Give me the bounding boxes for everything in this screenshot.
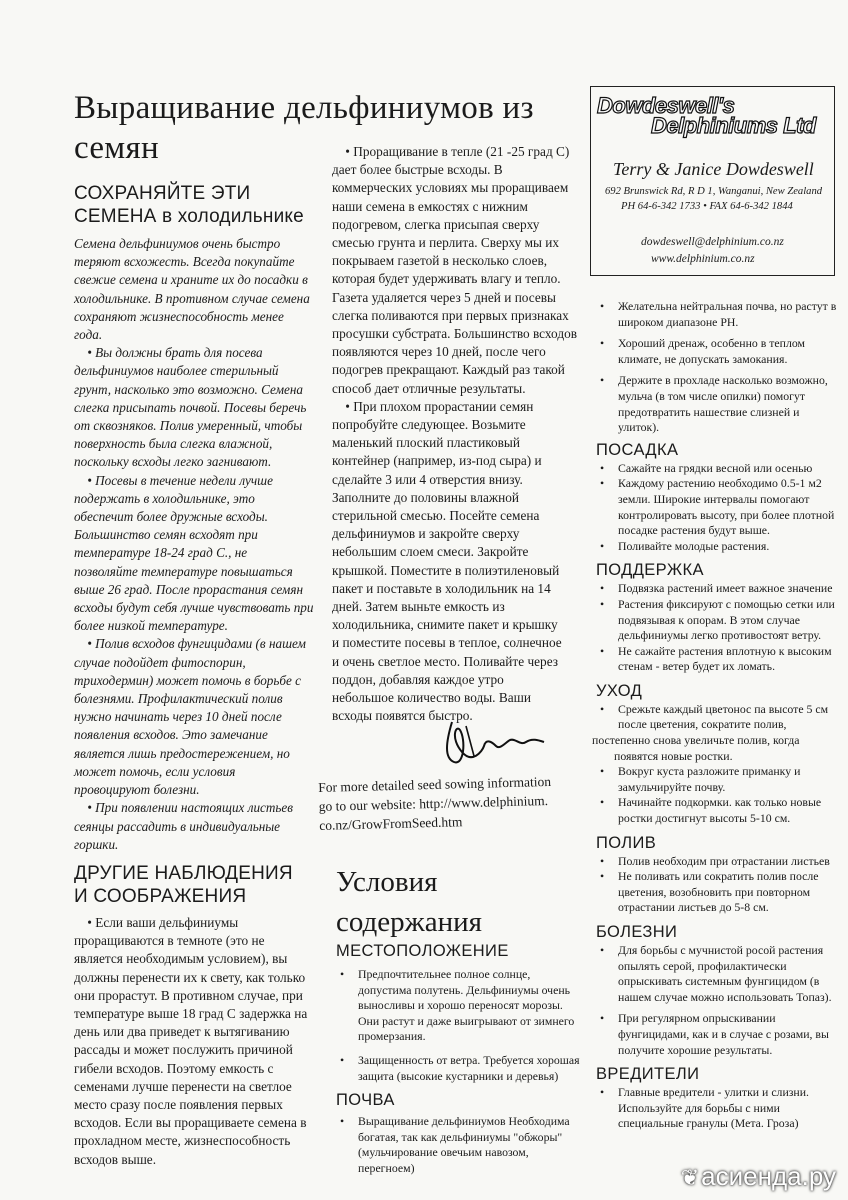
soil-list <box>336 1114 581 1176</box>
left-paragraphs <box>74 235 314 854</box>
card-phone: PH 64-6-342 1733 • FAX 64-6-342 1844 <box>621 201 793 212</box>
list-item: • Держите в прохладе насколько возможно, мульча (в том числе опилки) помогут предотвратить нашествие слизней и улиток). <box>596 373 839 435</box>
signature <box>438 712 548 772</box>
soil-continued-list <box>596 299 839 436</box>
planting-list <box>596 461 839 555</box>
list-item: • Не сажайте растения вплотную к высоким стенам - ветер будет их ломать. <box>596 644 839 675</box>
list-item: • Вокруг куста разложите приманку и замульчируйте почву. <box>596 764 839 795</box>
other-paragraphs <box>74 914 309 1169</box>
pests-list <box>596 1085 839 1132</box>
location-section <box>336 941 581 1177</box>
watermark-text: асиенда.ру <box>701 1161 836 1191</box>
heading-planting: ПОСАДКА <box>596 440 679 459</box>
list-item: • Подвязка растений имеет важное значение <box>596 581 839 597</box>
watermark-logo <box>681 1161 836 1192</box>
list-item: • Главные вредители - улитки и слизни. Используйте для борьбы с ними специальные гранулы (Мета. Гроза) <box>596 1085 839 1132</box>
list-item: • При регулярном опрыскивании фунгицидами, как и в случае с розами, вы получите хорошие результаты. <box>596 1011 839 1058</box>
list-item: • Выращивание дельфиниумов Необходима богатая, так как дельфиниумы "обжоры" (мульчирование овечьим навозом, перегноем) <box>336 1114 581 1176</box>
location-list <box>336 967 581 1084</box>
card-website: www.delphinium.co.nz <box>651 253 755 265</box>
heading-watering: ПОЛИВ <box>596 833 657 852</box>
more-info-text: For more detailed seed sowing information go to our website: http://www.delphinium. co.nz/GrowFromSeed.htm <box>318 773 552 833</box>
care-continued: постепенно снова увеличьте полив, когда появятся новые ростки. <box>592 733 800 763</box>
heading-support: ПОДДЕРЖКА <box>596 561 704 580</box>
middle-column <box>332 143 577 726</box>
watering-list <box>596 854 839 916</box>
paragraph: • Вы должны брать для посева дельфиниумов наиболее стерильный грунт, насколько это возможно. Семена слегка присыпать почвой. Посевы беречь от сквозняков. Полив умеренный, чтобы поверхность была слегка влажной, поскольку всходы легко загнивают. <box>74 345 307 470</box>
list-item: • Не поливать или сократить полив после цветения, возобновить при повторном отрастании листьев до 5-8 см. <box>596 869 839 916</box>
heading-soil: ПОЧВА <box>336 1091 395 1110</box>
heading-pests: ВРЕДИТЕЛИ <box>596 1065 700 1084</box>
list-item: • Полив необходим при отрастании листьев <box>596 854 839 870</box>
paragraph: • Посевы в течение недели лучше подержать в холодильнике, это обеспечит более дружные всходы. Большинство семян всходят при температуре 18-24 град С., не позволяйте температуре повышаться выше 26 град. После прорастания семян всходы будут себя лучше чувствовать при более низкой температуре. <box>74 472 314 634</box>
right-column <box>592 299 839 1132</box>
paragraph: • Полив всходов фунгицидами (в нашем случае подойдет фитоспорин, триходермин) может помочь в борьбе с болезнями. Профилактический полив нужно начинать через 10 дней после появления всходов. Это замечание является лишь предостережением, но может помочь, если условия провоцируют болезни. <box>74 636 306 798</box>
heading-care: УХОД <box>596 681 643 700</box>
care-list-2 <box>596 764 839 826</box>
paragraph: • Если ваши дельфиниумы проращиваются в темноте (это не является необходимым условием), вы должны перенести их к свету, как только они прорастут. В противном случае, при температуре выше 18 град С задержка на день или два приведет к вытягиванию рассады и может послужить причиной гибели всходов. Поэтому емкость с семенами лучше перенести на светлое место сразу после появления первых всходов. Если вы проращиваете семена в прохладном месте, жизнеспособность всходов выше. <box>74 915 308 1167</box>
list-item: • Хороший дренаж, особенно в теплом климате, не допускать замокания. <box>596 336 839 367</box>
list-item: • Срежьте каждый цветонос па высоте 5 см после цветения, сократите полив, <box>596 702 839 733</box>
list-item: • Желательна нейтральная почва, но растут в широком диапазоне PH. <box>596 299 839 330</box>
paragraph: Семена дельфиниумов очень быстро теряют всхожесть. Всегда покупайте свежие семена и храните их до посадки в холодильнике. В противном случае семена сохраняют жизнеспособность менее года. <box>74 236 310 343</box>
paragraph: • При плохом прорастании семян попробуйте следующее. Возьмите маленький плоский пластиковый контейнер (например, из-под сыра) и сделайте 3 или 4 отверстия внизу. Заполните до половины влажной стерильной смесью. Посейте семена дельфиниумов и закройте сверху небольшим слоем смеси. Закройте крышкой. Поместите в полиэтиленовый пакет и поставьте в холодильник на 14 дней. Затем выньте емкость из холодильника, снимите пакет и крышку и поместите посевы в теплое, солнечное и очень светлое место. Поливайте через поддон, добавляя каждое утро небольшое количество воды. Ваши всходы появятся быстро. <box>332 398 562 724</box>
list-item: • Предпочтительнее полное солнце, допустима полутень. Дельфиниумы очень выносливы и хорошо переносят морозы. Они растут и даже выигрывают от зимнего промерзания. <box>336 967 581 1045</box>
list-item: • Сажайте на грядки весной или осенью <box>596 461 839 477</box>
list-item: • Каждому растению необходимо 0.5-1 м2 земли. Широкие интервалы помогают контролировать высоту, при более плотной посадке растения будут выше. <box>596 476 839 538</box>
card-address: 692 Brunswick Rd, R D 1, Wanganui, New Zealand <box>605 186 823 197</box>
list-item: • Для борьбы с мучнистой росой растения опылять серой, профилактически опрыскивать системным фунгицидом (в нашем случае можно использовать Топаз). <box>596 943 839 1005</box>
support-list <box>596 581 839 675</box>
heading-diseases: БОЛЕЗНИ <box>596 923 678 941</box>
leaf-icon: ❦ <box>680 1165 700 1190</box>
paragraph: • Проращивание в тепле (21 -25 град С) дает более быстрые всходы. В коммерческих условиях мы проращиваем наши семена в емкостях с нижним подогревом, слегка присыпая сверху смесью грунта и перлита. Сверху мы их покрываем газетой в несколько слоев, которая будет удерживать влагу и тепло. Газета удаляется через 5 дней и посевы слегка поливаются при первых признаках просушки субстрата. Большинство всходов появляются через 10 дней, после чего подогрев прекращают. Каждый раз такой способ дает отличные результаты. <box>332 144 578 396</box>
list-item: • Поливайте молодые растения. <box>596 539 839 555</box>
card-email: dowdeswell@delphinium.co.nz <box>641 236 784 248</box>
heading-location: МЕСТОПОЛОЖЕНИЕ <box>336 942 509 960</box>
care-list <box>596 702 839 733</box>
list-item: • Растения фиксируют с помощью сетки или подвязывая к опорам. В этом случае дельфиниумы легко противостоят ветру. <box>596 597 839 644</box>
diseases-list <box>596 943 839 1058</box>
logo-line2: Delphiniums Ltd <box>651 113 816 138</box>
heading-keep-seeds: СОХРАНЯЙТЕ ЭТИ СЕМЕНА в холодильнике <box>74 183 304 227</box>
heading-conditions: Условия содержания <box>336 866 482 938</box>
business-card <box>590 86 835 276</box>
heading-other-observations: ДРУГИЕ НАБЛЮДЕНИЯ И СООБРАЖЕНИЯ <box>74 863 293 907</box>
paragraph: • При появлении настоящих листьев сеянцы рассадить в индивидуальные горшки. <box>74 800 293 852</box>
left-column-bottom <box>74 862 309 1169</box>
page-title: Выращивание дельфиниумов из семян <box>74 90 534 166</box>
logo-line1: Dowdeswell's <box>597 93 735 118</box>
card-names: Terry & Janice Dowdeswell <box>613 159 814 179</box>
list-item: • Защищенность от ветра. Требуется хорошая защита (высокие кустарники и деревья) <box>336 1053 581 1084</box>
list-item: • Начинайте подкормки. как только новые ростки достигнут высоты 5-10 см. <box>596 795 839 826</box>
left-column <box>74 182 314 854</box>
